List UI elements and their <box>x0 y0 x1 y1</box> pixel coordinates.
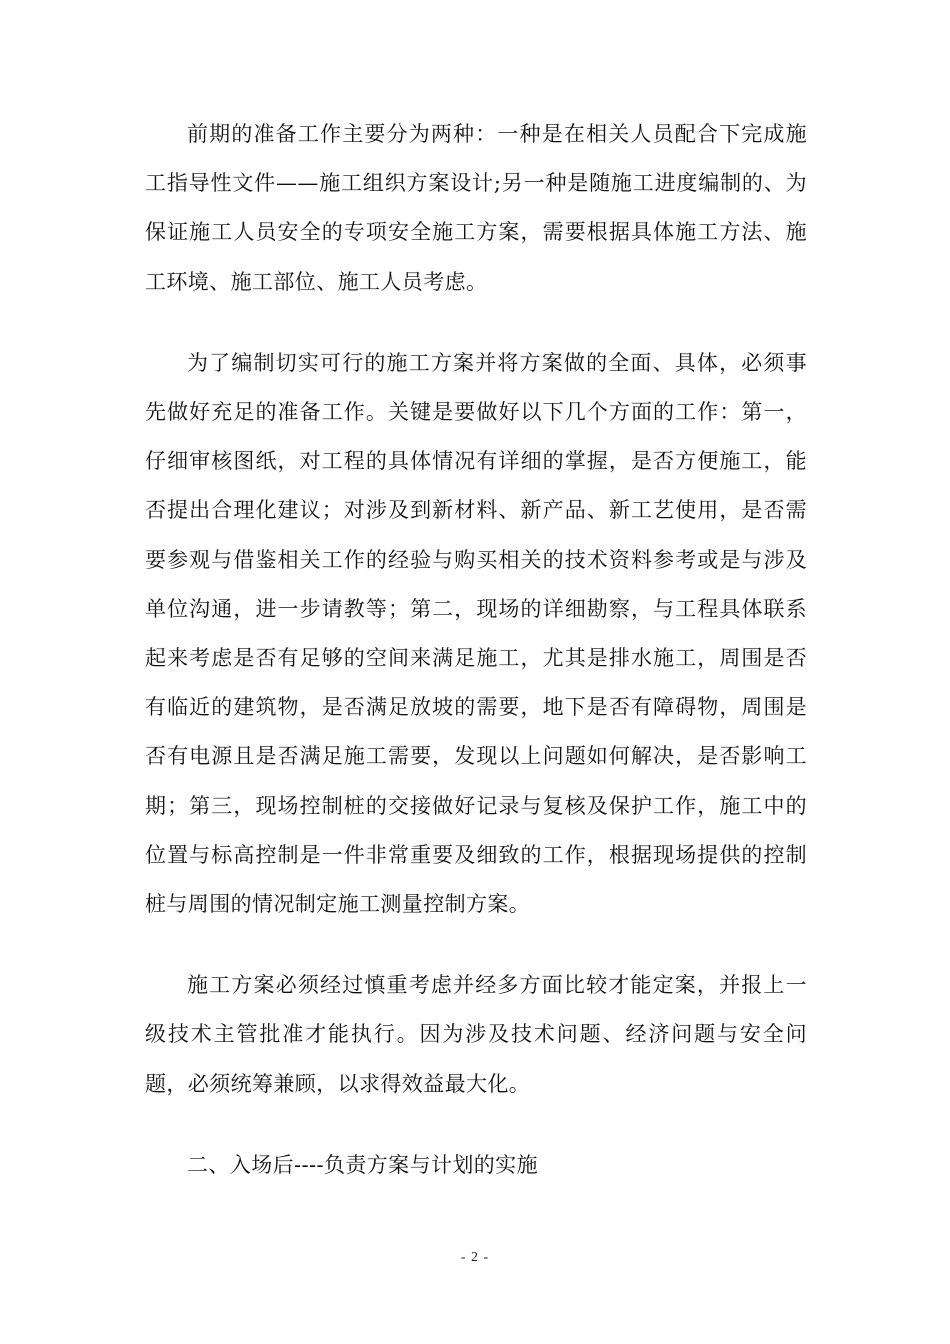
paragraph-plan-approval: 施工方案必须经过慎重考虑并经多方面比较才能定案，并报上一级技术主管批准才能执行。因为涉及技术问题、经济问题与安全问题，必须统筹兼顾，以求得效益最大化。 <box>145 973 807 1096</box>
paragraph-preparation-steps: 为了编制切实可行的施工方案并将方案做的全面、具体，必须事先做好充足的准备工作。关键是要做好以下几个方面的工作：第一，仔细审核图纸，对工程的具体情况有详细的掌握，是否方便施工，能否提出合理化建议；对涉及到新材料、新产品、新工艺使用，是否需要参观与借鉴相关工作的经验与购买相关的技术资料参考或是与涉及单位沟通，进一步请教等；第二，现场的详细勘察，与工程具体联系起来考虑是否有足够的空间来满足施工，尤其是排水施工，周围是否有临近的建筑物，是否满足放坡的需要，地下是否有障碍物，周围是否有电源且是否满足施工需要，发现以上问题如何解决，是否影响工期；第三，现场控制桩的交接做好记录与复核及保护工作，施工中的位置与标高控制是一件非常重要及细致的工作，根据现场提供的控制桩与周围的情况制定施工测量控制方案。 <box>145 350 807 917</box>
page-number: - 2 - <box>460 1250 490 1265</box>
document-body <box>145 110 807 1190</box>
section-heading: 二、入场后----负责方案与计划的实施 <box>187 1152 538 1177</box>
paragraph-preparation-types: 前期的准备工作主要分为两种：一种是在相关人员配合下完成施工指导性文件——施工组织方案设计;另一种是随施工进度编制的、为保证施工人员安全的专项安全施工方案，需要根据具体施工方法、施工环境、施工部位、施工人员考虑。 <box>145 122 807 294</box>
